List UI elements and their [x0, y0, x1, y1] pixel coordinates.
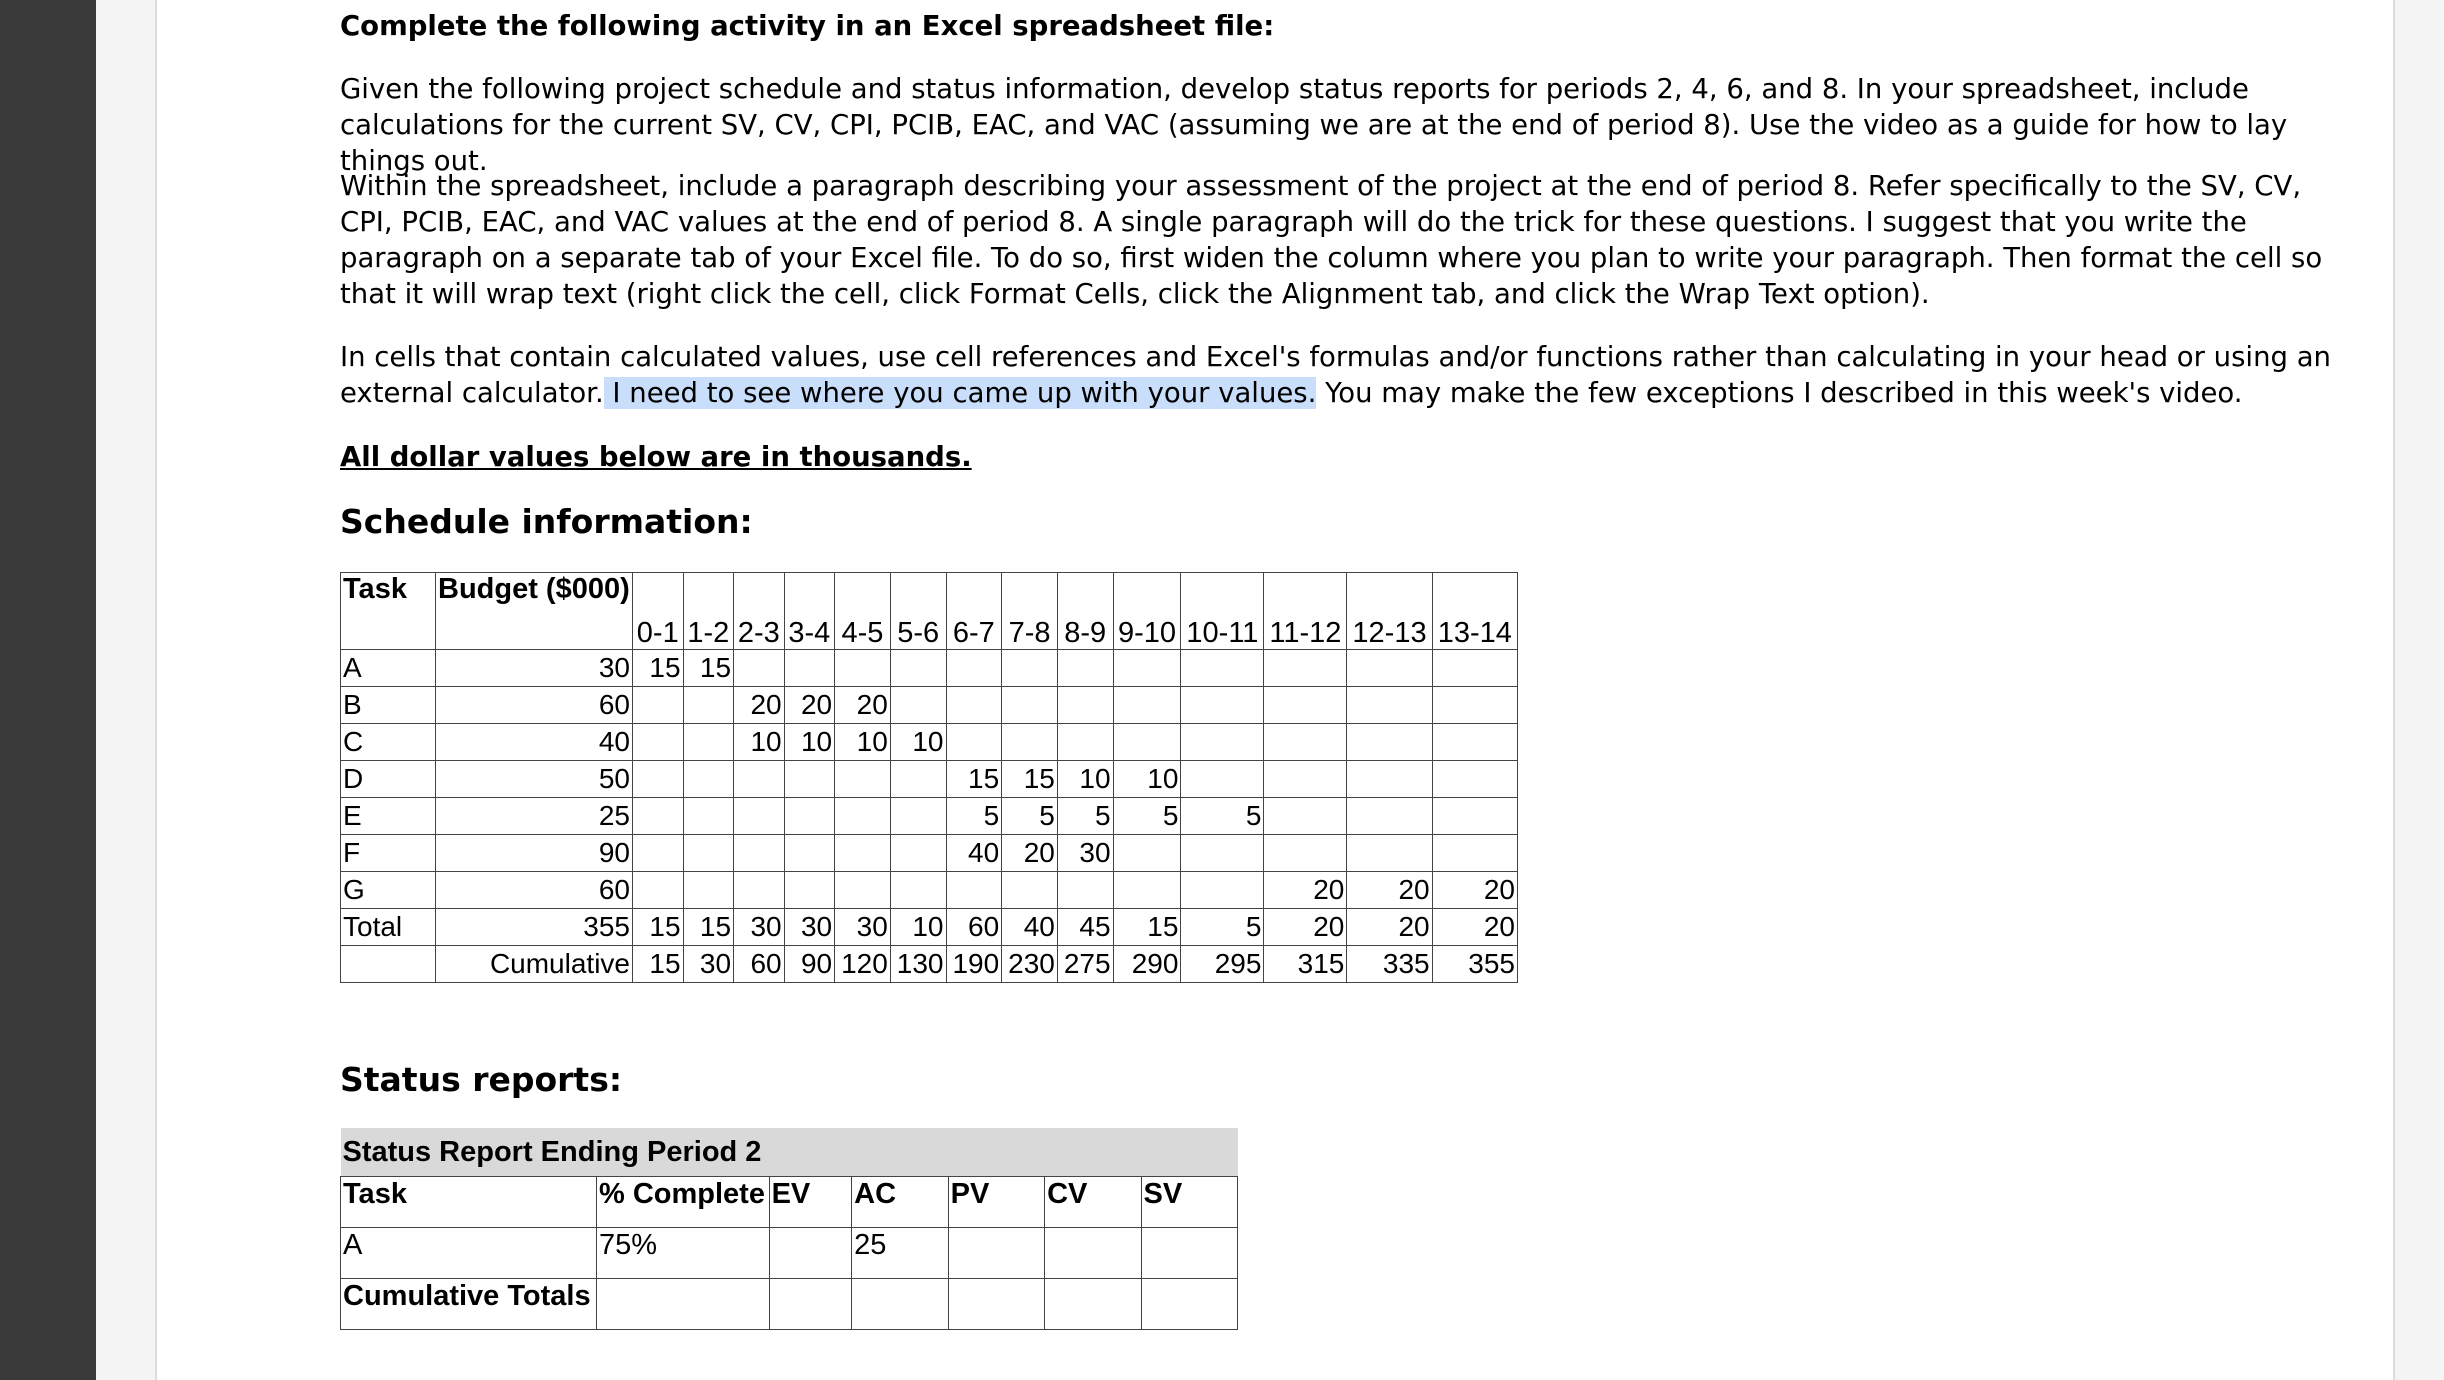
schedule-row	[341, 872, 1518, 909]
period-cell[interactable]: 20	[1432, 872, 1517, 909]
period-cell[interactable]	[1264, 687, 1347, 724]
cumulative-cell[interactable]: 90	[784, 946, 835, 983]
status-cell-cv[interactable]	[1045, 1228, 1141, 1279]
cumulative-label: Cumulative	[436, 946, 633, 983]
status-total-pv[interactable]	[948, 1279, 1044, 1330]
period-cell[interactable]	[683, 798, 734, 835]
period-cell[interactable]: 30	[835, 909, 891, 946]
budget-cell[interactable]: 40	[436, 724, 633, 761]
period-cell[interactable]	[890, 798, 946, 835]
period-cell[interactable]	[835, 835, 891, 872]
period-cell[interactable]	[1113, 724, 1181, 761]
period-cell[interactable]	[683, 872, 734, 909]
period-header: 4-5	[835, 573, 891, 650]
period-cell[interactable]	[1432, 835, 1517, 872]
cumulative-cell[interactable]: 335	[1347, 946, 1432, 983]
period-cell[interactable]	[1264, 835, 1347, 872]
status-cell-complete[interactable]: 75%	[596, 1228, 769, 1279]
period-cell[interactable]	[946, 724, 1002, 761]
status-col-task: Task	[341, 1177, 597, 1228]
period-cell[interactable]	[1181, 872, 1264, 909]
period-cell[interactable]	[784, 835, 835, 872]
period-cell[interactable]	[633, 761, 684, 798]
period-cell[interactable]: 20	[1264, 872, 1347, 909]
status-cell-task[interactable]: A	[341, 1228, 597, 1279]
period-cell[interactable]	[1113, 687, 1181, 724]
task-cell[interactable]: D	[341, 761, 436, 798]
period-cell[interactable]: 5	[1002, 798, 1058, 835]
period-cell[interactable]: 20	[1002, 835, 1058, 872]
period-cell[interactable]: 30	[784, 909, 835, 946]
period-header: 5-6	[890, 573, 946, 650]
period-cell[interactable]: 10	[890, 909, 946, 946]
cumulative-cell[interactable]: 315	[1264, 946, 1347, 983]
period-cell[interactable]	[1347, 724, 1432, 761]
schedule-row	[341, 724, 1518, 761]
task-cell[interactable]: C	[341, 724, 436, 761]
period-cell[interactable]	[835, 798, 891, 835]
budget-cell[interactable]: 25	[436, 798, 633, 835]
status-report-title: Status Report Ending Period 2	[341, 1128, 1238, 1177]
period-cell[interactable]: 20	[1264, 909, 1347, 946]
period-header: 3-4	[784, 573, 835, 650]
period-cell[interactable]	[1181, 835, 1264, 872]
paragraph-instructions: Given the following project schedule and status information, develop status reports for periods 2, 4, 6, and 8. In your spreadsheet, include calculations for the current SV, CV, CPI, PCIB, EAC, and VAC (assuming we are at the end of period 8). Use the video as a guide for how to lay things out.	[340, 73, 2288, 177]
status-row-a	[341, 1228, 1238, 1279]
period-cell[interactable]	[835, 650, 891, 687]
task-cell[interactable]: A	[341, 650, 436, 687]
cumulative-cell[interactable]: 275	[1057, 946, 1113, 983]
budget-cell[interactable]: 30	[436, 650, 633, 687]
period-cell[interactable]	[683, 761, 734, 798]
status-totals-label: Cumulative Totals	[341, 1279, 597, 1330]
dollar-note: All dollar values below are in thousands.	[340, 441, 972, 473]
period-cell[interactable]	[946, 650, 1002, 687]
cumulative-cell[interactable]: 290	[1113, 946, 1181, 983]
budget-cell[interactable]: 50	[436, 761, 633, 798]
period-cell[interactable]	[1113, 835, 1181, 872]
period-cell[interactable]	[1057, 650, 1113, 687]
period-cell[interactable]: 5	[1181, 798, 1264, 835]
period-cell[interactable]: 15	[683, 909, 734, 946]
status-cell-ac[interactable]: 25	[852, 1228, 948, 1279]
period-cell[interactable]: 10	[835, 724, 891, 761]
period-cell[interactable]: 20	[1347, 909, 1432, 946]
task-cell[interactable]: Total	[341, 909, 436, 946]
period-cell[interactable]: 20	[1432, 909, 1517, 946]
period-cell[interactable]	[683, 724, 734, 761]
period-cell[interactable]	[784, 761, 835, 798]
task-cell[interactable]: G	[341, 872, 436, 909]
period-cell[interactable]	[784, 872, 835, 909]
period-cell[interactable]	[1264, 650, 1347, 687]
status-header-row	[341, 1177, 1238, 1228]
schedule-heading: Schedule information:	[340, 502, 753, 541]
period-cell[interactable]	[835, 872, 891, 909]
period-cell[interactable]	[683, 687, 734, 724]
paragraph-formulas	[340, 339, 2340, 411]
period-cell[interactable]	[946, 687, 1002, 724]
budget-cell[interactable]: 60	[436, 687, 633, 724]
period-cell[interactable]: 5	[946, 798, 1002, 835]
period-cell[interactable]	[1432, 724, 1517, 761]
budget-column-header: Budget ($000)	[436, 573, 633, 650]
paragraph-assessment: Within the spreadsheet, include a paragraph describing your assessment of the project at the end of period 8. Refer specifically to the SV, CV, CPI, PCIB, EAC, and VAC values at the end of period 8. A single paragraph will do the trick for these questions. I suggest that you write the paragraph on a separate tab of your Excel file. To do so, first widen the column where you plan to write your paragraph. Then format the cell so that it will wrap text (right click the cell, click Format Cells, click the Alignment tab, and click the Wrap Text option).	[340, 170, 2323, 310]
cumulative-cell[interactable]: 15	[633, 946, 684, 983]
period-cell[interactable]	[1113, 650, 1181, 687]
status-col-sv: SV	[1141, 1177, 1237, 1228]
period-cell[interactable]	[1181, 724, 1264, 761]
period-cell[interactable]	[633, 835, 684, 872]
period-header: 7-8	[1002, 573, 1058, 650]
period-cell[interactable]	[1057, 724, 1113, 761]
period-cell[interactable]	[1264, 798, 1347, 835]
cumulative-cell[interactable]: 295	[1181, 946, 1264, 983]
period-cell[interactable]	[784, 798, 835, 835]
schedule-row	[341, 798, 1518, 835]
period-cell[interactable]	[1347, 798, 1432, 835]
schedule-row	[341, 909, 1518, 946]
highlighted-text: I need to see where you came up with your values.	[603, 377, 1317, 409]
period-cell[interactable]	[784, 650, 835, 687]
period-cell[interactable]: 5	[1057, 798, 1113, 835]
period-header: 1-2	[683, 573, 734, 650]
period-cell[interactable]	[683, 835, 734, 872]
period-cell[interactable]: 15	[1002, 761, 1058, 798]
status-total-complete[interactable]	[596, 1279, 769, 1330]
period-header: 6-7	[946, 573, 1002, 650]
task-cell[interactable]: B	[341, 687, 436, 724]
period-cell[interactable]	[1264, 724, 1347, 761]
period-cell[interactable]: 15	[683, 650, 734, 687]
period-cell[interactable]: 10	[890, 724, 946, 761]
period-cell[interactable]	[890, 872, 946, 909]
activity-heading: Complete the following activity in an Excel spreadsheet file:	[340, 10, 1275, 42]
cumulative-cell[interactable]: 120	[835, 946, 891, 983]
period-cell[interactable]	[633, 872, 684, 909]
period-cell[interactable]	[1181, 761, 1264, 798]
period-header: 12-13	[1347, 573, 1432, 650]
period-cell[interactable]	[633, 724, 684, 761]
schedule-row	[341, 761, 1518, 798]
period-cell[interactable]: 20	[734, 687, 785, 724]
period-cell[interactable]: 15	[633, 909, 684, 946]
budget-cell[interactable]: 60	[436, 872, 633, 909]
formulas-text: In cells that contain calculated values, use cell references and Excel's formulas and/or functions rather than calculating in your head or using an external calculator.	[340, 341, 2331, 409]
status-cell-ev[interactable]	[769, 1228, 852, 1279]
status-col-complete: % Complete	[596, 1177, 769, 1228]
period-cell[interactable]	[1181, 687, 1264, 724]
budget-cell[interactable]: 90	[436, 835, 633, 872]
cumulative-row	[341, 946, 1518, 983]
status-col-ac: AC	[852, 1177, 948, 1228]
period-cell[interactable]	[890, 650, 946, 687]
period-cell[interactable]: 20	[784, 687, 835, 724]
status-cell-sv[interactable]	[1141, 1228, 1237, 1279]
period-cell[interactable]	[1432, 798, 1517, 835]
cumulative-cell[interactable]: 355	[1432, 946, 1517, 983]
task-column-header: Task	[341, 573, 436, 650]
period-cell[interactable]: 45	[1057, 909, 1113, 946]
period-cell[interactable]: 15	[633, 650, 684, 687]
cumulative-blank-cell	[341, 946, 436, 983]
period-cell[interactable]	[1002, 724, 1058, 761]
period-cell[interactable]	[1432, 687, 1517, 724]
period-cell[interactable]: 15	[946, 761, 1002, 798]
schedule-row	[341, 687, 1518, 724]
period-header: 11-12	[1264, 573, 1347, 650]
period-cell[interactable]: 20	[835, 687, 891, 724]
period-cell[interactable]	[835, 761, 891, 798]
period-cell[interactable]: 5	[1181, 909, 1264, 946]
status-col-ev: EV	[769, 1177, 852, 1228]
period-cell[interactable]	[890, 687, 946, 724]
cumulative-cell[interactable]: 130	[890, 946, 946, 983]
period-cell[interactable]: 15	[1113, 909, 1181, 946]
period-cell[interactable]: 10	[734, 724, 785, 761]
status-report-table	[340, 1128, 1238, 1330]
period-cell[interactable]	[946, 872, 1002, 909]
period-cell[interactable]	[734, 761, 785, 798]
status-heading: Status reports:	[340, 1060, 623, 1099]
status-total-ac[interactable]	[852, 1279, 948, 1330]
period-cell[interactable]	[890, 761, 946, 798]
period-cell[interactable]: 40	[946, 835, 1002, 872]
period-header: 2-3	[734, 573, 785, 650]
period-cell[interactable]	[1181, 650, 1264, 687]
period-cell[interactable]: 60	[946, 909, 1002, 946]
left-sidebar-strip	[0, 0, 96, 1380]
period-cell[interactable]	[1057, 687, 1113, 724]
period-cell[interactable]	[734, 872, 785, 909]
period-cell[interactable]	[1002, 872, 1058, 909]
schedule-header-row	[341, 573, 1518, 650]
period-cell[interactable]	[890, 835, 946, 872]
formulas-text-end: You may make the few exceptions I described in this week's video.	[1316, 377, 2243, 409]
period-cell[interactable]: 30	[1057, 835, 1113, 872]
period-cell[interactable]	[1002, 650, 1058, 687]
status-total-ev[interactable]	[769, 1279, 852, 1330]
period-cell[interactable]	[1002, 687, 1058, 724]
task-cell[interactable]: E	[341, 798, 436, 835]
period-cell[interactable]	[1057, 872, 1113, 909]
schedule-row	[341, 835, 1518, 872]
period-header: 9-10	[1113, 573, 1181, 650]
cumulative-cell[interactable]: 190	[946, 946, 1002, 983]
period-header: 0-1	[633, 573, 684, 650]
status-total-sv[interactable]	[1141, 1279, 1237, 1330]
status-total-cv[interactable]	[1045, 1279, 1141, 1330]
period-cell[interactable]	[633, 687, 684, 724]
status-title-row	[341, 1128, 1238, 1177]
period-cell[interactable]	[734, 798, 785, 835]
status-col-pv: PV	[948, 1177, 1044, 1228]
schedule-row	[341, 650, 1518, 687]
period-cell[interactable]: 40	[1002, 909, 1058, 946]
period-header: 10-11	[1181, 573, 1264, 650]
cumulative-cell[interactable]: 230	[1002, 946, 1058, 983]
period-cell[interactable]: 30	[734, 909, 785, 946]
period-cell[interactable]	[633, 798, 684, 835]
budget-cell[interactable]: 355	[436, 909, 633, 946]
period-cell[interactable]: 20	[1347, 872, 1432, 909]
schedule-table	[340, 572, 1518, 983]
status-col-cv: CV	[1045, 1177, 1141, 1228]
period-cell[interactable]: 10	[1057, 761, 1113, 798]
period-cell[interactable]	[1264, 761, 1347, 798]
period-cell[interactable]	[734, 835, 785, 872]
period-cell[interactable]: 10	[784, 724, 835, 761]
period-cell[interactable]	[1347, 835, 1432, 872]
period-cell[interactable]	[1432, 761, 1517, 798]
cumulative-cell[interactable]: 60	[734, 946, 785, 983]
period-cell[interactable]	[734, 650, 785, 687]
period-cell[interactable]	[1347, 761, 1432, 798]
period-cell[interactable]: 10	[1113, 761, 1181, 798]
period-cell[interactable]	[1113, 872, 1181, 909]
cumulative-cell[interactable]: 30	[683, 946, 734, 983]
period-cell[interactable]	[1347, 650, 1432, 687]
period-header: 13-14	[1432, 573, 1517, 650]
period-cell[interactable]: 5	[1113, 798, 1181, 835]
document-page	[155, 0, 2395, 1380]
period-header: 8-9	[1057, 573, 1113, 650]
task-cell[interactable]: F	[341, 835, 436, 872]
status-cell-pv[interactable]	[948, 1228, 1044, 1279]
status-totals-row	[341, 1279, 1238, 1330]
period-cell[interactable]	[1347, 687, 1432, 724]
period-cell[interactable]	[1432, 650, 1517, 687]
